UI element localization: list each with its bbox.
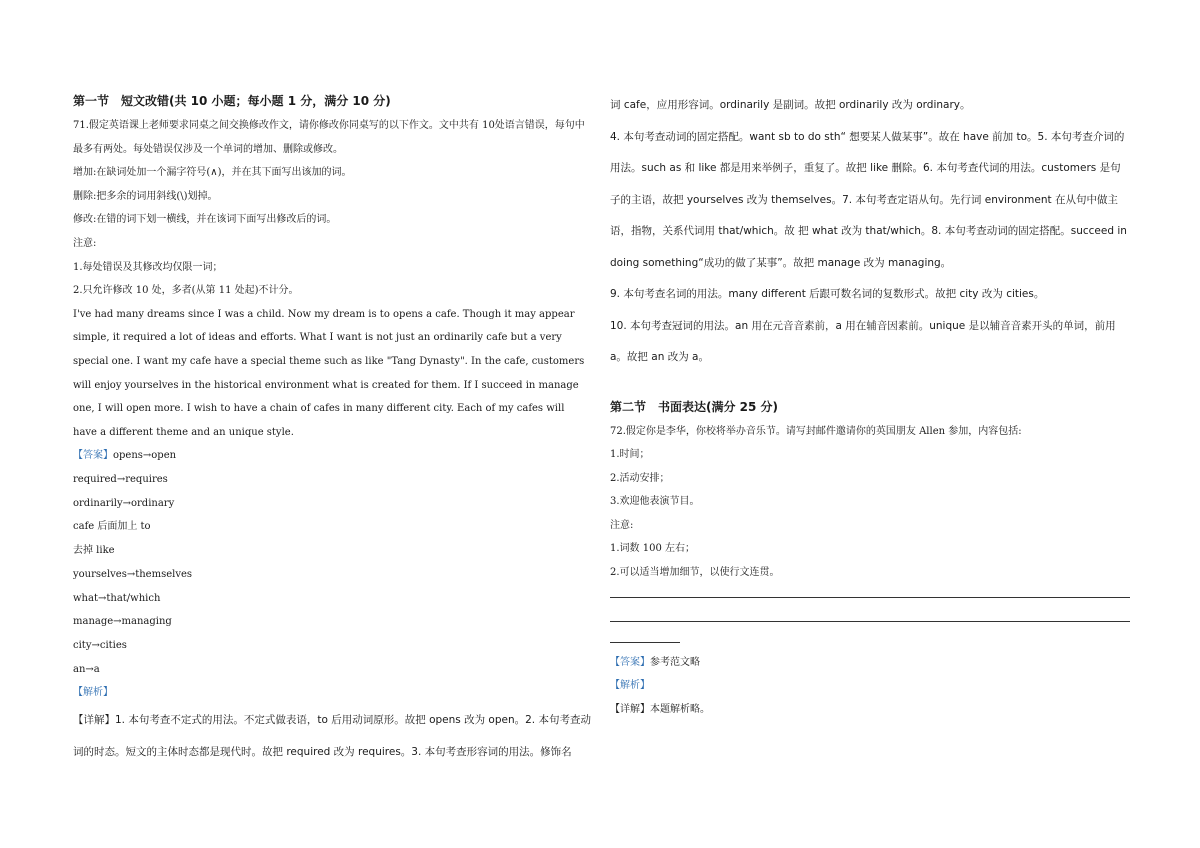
detail-paragraph [73, 705, 591, 768]
instruction-line: 71.假定英语课上老师要求同桌之间交换修改作文，请你修改你同桌写的以下作文。文中共有 10处语言错误，每句中最多有两处。每处错误仅涉及一个单词的增加、删除或修改。 [73, 120, 585, 155]
answer-item: manage→managing [73, 616, 172, 628]
answer-item: what→that/which [73, 592, 161, 604]
answer-tag: 【答案】 [610, 656, 650, 668]
answer-item: required→requires [73, 474, 168, 486]
detail-continued: 9. 本句考查名词的用法。many different 后跟可数名词的复数形式。故把 city 改为 cities。 [610, 288, 1045, 300]
answer-tag: 【答案】 [73, 450, 113, 462]
instruction-line: 注意: [610, 519, 634, 531]
spacer [610, 374, 1130, 394]
detail-continued: 词 cafe，应用形容词。ordinarily 是副词。故把 ordinarily 改为 ordinary。 [610, 99, 971, 111]
instruction-line: 删除:把多余的词用斜线(\)划掉。 [73, 190, 218, 202]
answer-item: an→a [73, 663, 100, 675]
left-column [73, 88, 591, 768]
right-column [610, 96, 1130, 722]
analysis-tag: 【解析】 [73, 687, 113, 699]
instruction-line: 2.可以适当增加细节，以使行文连贯。 [610, 567, 780, 579]
answer-line [73, 444, 591, 468]
answer-item: ordinarily→ordinary [73, 497, 175, 509]
detail-text: 1. 本句考查不定式的用法。不定式做表语，to 后用动词原形。故把 opens 改为 open。2. 本句考查动词的时态。短文的主体时态都是现代时。故把 required 改为 requires。3. 本句考查形容词的用法。修饰名 [73, 714, 591, 758]
detail-tag: 【详解】 [610, 704, 650, 716]
instruction-line: 增加:在缺词处加一个漏字符号(∧)，并在其下面写出该加的词。 [73, 167, 352, 179]
detail-continued: 4. 本句考查动词的固定搭配。want sb to do sth“ 想要某人做某事”。故在 have 前加 to。5. 本句考查介词的用法。such as 和 like 都是用来举例子，重复了。故把 like 删除。6. 本句考查代词的用法。customers 是句子的主语，故把 yourselves 改为 themselves。7. 本句考查定语从句。先行词 environment 在从句中做主语，指物，关系代词用 that/which。故 把 what 改为 that/which。8. 本句考查动词的固定搭配。succeed in doing something“成功的做了某事”。故把 manage 改为 managing。 [610, 130, 1127, 269]
instruction-line: 修改:在错的词下划一横线，并在该词下面写出修改后的词。 [73, 214, 337, 226]
instruction-line: 72.假定你是李华，你校将举办音乐节。请写封邮件邀请你的英国朋友 Allen 参加，内容包括: [610, 425, 1022, 437]
answer-item: city→cities [73, 639, 127, 651]
instruction-line: 注意: [73, 237, 97, 249]
detail-continued: 10. 本句考查冠词的用法。an 用在元音音素前，a 用在辅音因素前。unique 是以辅音音素开头的单词，前用 a。故把 an 改为 a。 [610, 319, 1116, 363]
analysis-tag: 【解析】 [610, 680, 650, 692]
detail-tag: 【详解】 [73, 714, 115, 727]
detail-line [610, 698, 1130, 722]
instruction-line: 1.时间； [610, 449, 650, 461]
instruction-line: 2.只允许修改 10 处，多者(从第 11 处起)不计分。 [73, 285, 299, 297]
instruction-line: 2.活动安排； [610, 472, 670, 484]
instruction-line: 1.词数 100 左右； [610, 543, 695, 555]
section-title-writing: 第二节 书面表达(满分 25 分) [610, 399, 779, 414]
answer-item: yourselves→themselves [73, 568, 193, 580]
instruction-line: 1.每处错误及其修改均仅限一词； [73, 261, 223, 273]
instruction-line: 3.欢迎他表演节目。 [610, 496, 700, 508]
section-title-error-correction: 第一节 短文改错(共 10 小题；每小题 1 分，满分 10 分) [73, 94, 391, 108]
detail-text: 本题解析略。 [650, 704, 710, 716]
answer-item: opens→open [113, 450, 177, 462]
answer-text: 参考范文略 [650, 656, 700, 668]
answer-item: cafe 后面加上 to [73, 521, 151, 533]
answer-item: 去掉 like [73, 545, 115, 557]
answer-line [610, 651, 1130, 675]
essay-passage: I've had many dreams since I was a child. Now my dream is to opens a cafe. Though it may appear simple, it required a lot of ideas and efforts. What I want is not just an ordinarily cafe but a very special one. I want my cafe have a special theme such as like "Tang Dynasty". In the cafe, customers will enjoy yourselves in the historical environment what is created for them. If I succeed in manage one, I will open more. I wish to have a chain of cafes in many different city. Each of my cafes will have a different theme and an unique style. [73, 308, 585, 438]
